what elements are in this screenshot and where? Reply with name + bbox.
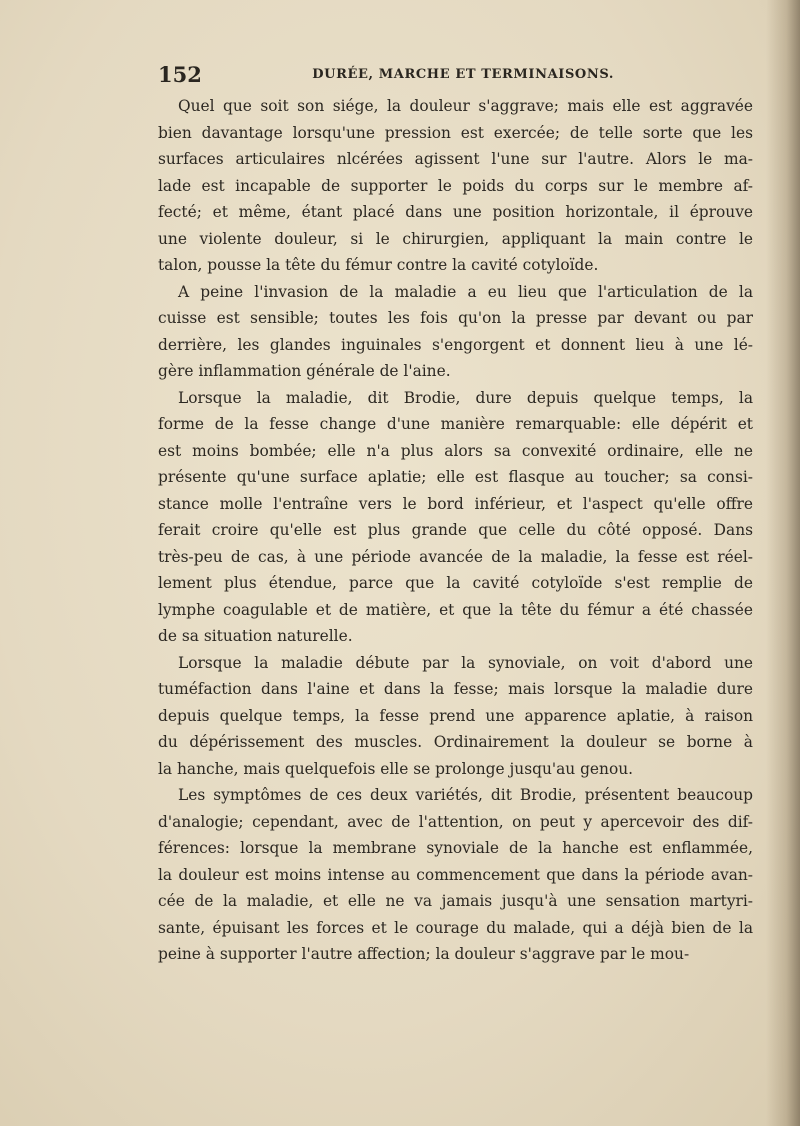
text-line: Quel que soit son siége, la douleur s'aggrave; mais elle est aggravée (178, 97, 753, 115)
text-line: la hanche, mais quelquefois elle se prolonge jusqu'au genou. (158, 759, 634, 778)
text-line: cée de la maladie, et elle ne va jamais jusqu'à une sensation martyri- (158, 892, 753, 910)
text-line: d'analogie; cependant, avec de l'attention, on peut y apercevoir des dif- (158, 812, 753, 831)
text-line: forme de la fesse change d'une manière remarquable: elle dépérit et (158, 415, 753, 433)
paragraph (158, 650, 753, 783)
text-line: la douleur est moins intense au commencement que dans la période avan- (158, 865, 753, 884)
text-line: Lorsque la maladie débute par la synoviale, on voit d'abord une (178, 653, 753, 672)
text-line: surfaces articulaires nlcérées agissent l'une sur l'autre. Alors le ma- (158, 150, 753, 168)
text-line: derrière, les glandes inguinales s'engorgent et donnent lieu à une lé- (158, 335, 753, 354)
text-line: une violente douleur, si le chirurgien, appliquant la main contre le (158, 229, 753, 248)
body-text (158, 93, 753, 968)
text-line: Les symptômes de ces deux variétés, dit Brodie, présentent beaucoup (178, 786, 753, 804)
page-number: 152 (158, 62, 202, 87)
paragraph (158, 93, 753, 279)
text-line: présente qu'une surface aplatie; elle est flasque au toucher; sa consi- (158, 468, 753, 486)
text-line: cuisse est sensible; toutes les fois qu'on la presse par devant ou par (158, 309, 753, 327)
text-line: bien davantage lorsqu'une pression est exercée; de telle sorte que les (158, 123, 753, 142)
paragraph (158, 279, 753, 385)
text-line: du dépérissement des muscles. Ordinairement la douleur se borne à (158, 733, 753, 751)
text-line: très-peu de cas, à une période avancée de la maladie, la fesse est réel- (158, 547, 753, 566)
text-line: Lorsque la maladie, dit Brodie, dure depuis quelque temps, la (178, 388, 753, 407)
text-line: lade est incapable de supporter le poids du corps sur le membre af- (158, 176, 753, 195)
paragraph (158, 385, 753, 650)
text-line: férences: lorsque la membrane synoviale de la hanche est enflammée, (158, 839, 753, 857)
text-line: A peine l'invasion de la maladie a eu lieu que l'articulation de la (178, 282, 753, 301)
text-line: peine à supporter l'autre affection; la douleur s'aggrave par le mou- (158, 945, 690, 963)
text-line: ferait croire qu'elle est plus grande que celle du côté opposé. Dans (158, 521, 753, 539)
text-line: sante, épuisant les forces et le courage du malade, qui a déjà bien de la (158, 918, 753, 937)
text-line: gère inflammation générale de l'aine. (158, 362, 451, 380)
text-line: stance molle l'entraîne vers le bord inférieur, et l'aspect qu'elle offre (158, 494, 753, 513)
text-line: fecté; et même, étant placé dans une position horizontale, il éprouve (158, 203, 753, 221)
text-line: depuis quelque temps, la fesse prend une apparence aplatie, à raison (158, 706, 753, 725)
text-line: de sa situation naturelle. (158, 627, 353, 645)
text-line: tuméfaction dans l'aine et dans la fesse; mais lorsque la maladie dure (158, 680, 753, 698)
text-line: lement plus étendue, parce que la cavité cotyloïde s'est remplie de (158, 574, 753, 592)
page-header (158, 62, 614, 88)
page-gutter-shadow (766, 0, 800, 1126)
text-line: talon, pousse la tête du fémur contre la cavité cotyloïde. (158, 256, 599, 274)
running-head: DURÉE, MARCHE ET TERMINAISONS. (312, 67, 614, 82)
text-line: lymphe coagulable et de matière, et que la tête du fémur a été chassée (158, 600, 753, 619)
paragraph (158, 782, 753, 968)
text-line: est moins bombée; elle n'a plus alors sa convexité ordinaire, elle ne (158, 441, 753, 460)
